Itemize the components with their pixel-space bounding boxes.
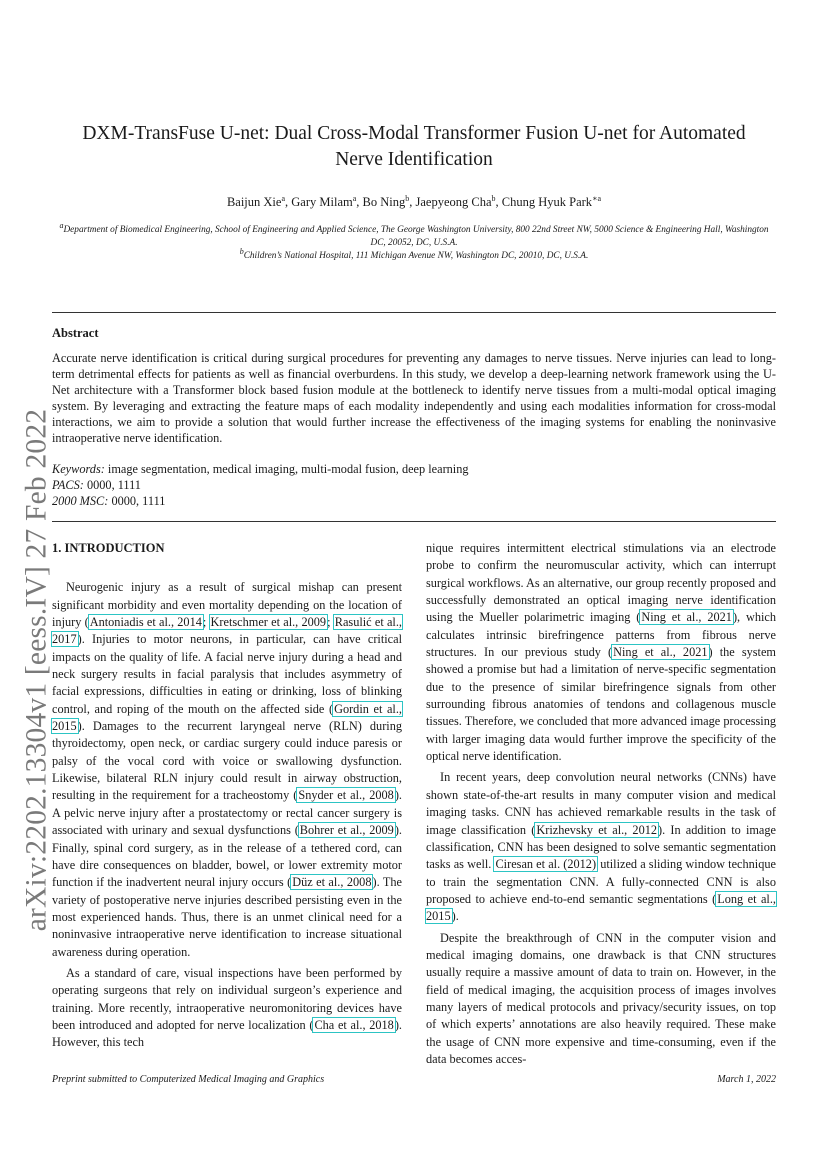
affiliation-line (58, 220, 770, 250)
author-name: Jaepyeong Cha (415, 195, 492, 209)
body-paragraph (52, 965, 402, 1052)
right-paragraphs (426, 540, 776, 1068)
citation-link[interactable]: Bohrer et al., 2009 (299, 823, 394, 838)
citation-link[interactable]: Ciresan et al. (2012) (495, 857, 597, 872)
author-affiliation-mark: b (405, 193, 410, 203)
keywords-line (52, 461, 776, 477)
author-affiliation-mark: a (352, 193, 357, 203)
body-text: ). Injuries to motor neurons, in particular, can have critical impacts on the quality of life. A facial nerve injury during a head and neck surgery results in facial paralysis that includes asymmetry of facial expressions, difficulties in eating or drinking, loss of blinking control, and roping of the mouth on the affected side ( (52, 632, 402, 716)
citation-link[interactable]: Kretschmer et al., 2009 (210, 615, 327, 630)
left-column (52, 540, 402, 1056)
body-text: ) the system showed a promise but had a limitation of nerve-specific segmentation due to the presence of similar birefringence signals from other surrounding fibrous anatomies of tendons and collagenous muscle tissues. Therefore, we concluded that more advanced image processing with larger imaging data would further improve the specificity of the optical nerve identification. (426, 645, 776, 764)
body-text: ). (451, 909, 459, 924)
divider-top (52, 312, 776, 313)
citation-link[interactable]: Ning et al., 2021 (613, 645, 708, 660)
affiliations (58, 220, 770, 263)
keywords-label: Keywords: (52, 462, 105, 476)
author-affiliation-mark: ∗a (592, 193, 602, 203)
body-text: ). Damages to the recurrent laryngeal nerve (RLN) during thyroidectomy, open neck, or cardiac surgery could induce paresis or palsy of the vocal cord with voice or swallowing dysfunction. Likewise, bilateral RLN injury could result in airway obstruction, resulting in the requirement for a tracheostomy ( (52, 719, 402, 803)
pacs-value: 0000, 1111 (86, 478, 141, 492)
pacs-label: PACS: (52, 478, 84, 492)
body-text: ), which calculates intrinsic birefringence patterns from fibrous nerve structures. In our previous study ( (426, 610, 777, 660)
body-text: ). A pelvic nerve injury after a prostatectomy or rectal cancer surgery is associated with urinary and sexual dysfunctions ( (52, 788, 402, 838)
body-text: Despite the breakthrough of CNN in the computer vision and medical imaging domains, one drawback is that CNN structures usually require a massive amount of data to train on. However, in the field of medical imaging, the acquisition process of images involves many layers of medical protocols and privacy/security issues, on top of which experts’ annotations are also heavily required. These make the usage of CNN more expensive and time-consuming, even if the data becomes acces- (426, 930, 776, 1066)
citation-link[interactable]: Rasulić et al., 2017 (52, 615, 402, 647)
pacs-line (52, 477, 776, 493)
affiliation-mark: a (59, 220, 64, 230)
citation-link[interactable]: Snyder et al., 2008 (298, 788, 394, 803)
body-text: In recent years, deep convolution neural networks (CNNs) have shown state-of-the-art results in many computer vision and medical imaging tasks. CNN has achieved remarkable results in the task of image classification ( (426, 770, 776, 837)
author-affiliation-mark: b (491, 193, 496, 203)
body-text: As a standard of care, visual inspections have been performed by operating surgeons that rely on individual surgeon’s experience and training. More recently, intraoperative neuromonitoring devices have been introduced and adopted for nerve localization ( (52, 965, 402, 1032)
body-text: utilized a sliding window technique to train the segmentation CNN. A fully-connected CNN is also proposed to achieve end-to-end semantic segmentations ( (426, 857, 776, 906)
body-text: ; (327, 615, 334, 630)
body-text: ). In addition to image classification, CNN has been designed to solve semantic segmentation tasks as well. (426, 822, 776, 872)
citation-link[interactable]: Long et al., 2015 (426, 891, 776, 924)
citation-link[interactable]: Düz et al., 2008 (292, 875, 372, 890)
affiliation-text: Department of Biomedical Engineering, School of Engineering and Applied Science, The George Washington University, 800 22nd Street NW, 5000 Science & Engineering Hall, Washington DC, 20052, DC, U.S.A. (63, 225, 769, 248)
body-text: ; (202, 615, 210, 630)
body-text: ). Finally, spinal cord surgery, as in the release of a tethered cord, can have dire consequences on bladder, bowel, or lower extremity motor function if the inadvertent neural injury occurs ( (52, 823, 402, 890)
arxiv-identifier: arXiv:2202.13304v1 [eess.IV] 27 Feb 2022 (20, 408, 53, 932)
body-paragraph (426, 540, 776, 765)
msc-value: 0000, 1111 (111, 494, 166, 508)
body-paragraph (426, 930, 776, 1069)
body-paragraph (426, 769, 776, 925)
body-text: nique requires intermittent electrical stimulations via an electrode probe to confirm the neuromuscular activity, which can interrupt surgical workflows. As an alternative, our group recently proposed and successfully demonstrated an optical imaging nerve identification using the Mueller polarimetric imaging ( (426, 541, 776, 625)
citation-link[interactable]: Cha et al., 2018 (314, 1017, 394, 1032)
affiliation-text: Children’s National Hospital, 111 Michigan Avenue NW, Washington DC, 20010, DC, U.S.A. (243, 251, 589, 261)
citation-link[interactable]: Ning et al., 2021 (641, 610, 732, 625)
right-column (426, 540, 776, 1072)
footer-date: March 1, 2022 (717, 1074, 776, 1085)
keywords-block (52, 461, 776, 509)
abstract-text: Accurate nerve identification is critical during surgical procedures for preventing any damages to nerve tissues. Nerve injuries can lead to long-term detrimental effects for patients as well as financial overburdens. In this study, we develop a deep-learning network framework using the U-Net architecture with a Transformer block based fusion module at the bottleneck to identify nerve tissues from a multi-modal optical imaging system. By leveraging and extracting the feature maps of each modality independently and using each modalities information for cross-modal interactions, we aim to provide a solution that would further increase the effectiveness of the imaging systems for enabling the noninvasive intraoperative nerve identification. (52, 351, 776, 445)
author-affiliation-mark: a (281, 193, 286, 203)
author-name: Bo Ning (362, 195, 406, 209)
body-text: ). The variety of postoperative nerve injuries described persisting even in the most experienced hands. Thus, there is an unmet clinical need for a noninvasive intraoperative nerve identification to increase situational awareness during operation. (52, 875, 402, 959)
paper-title: DXM-TransFuse U-net: Dual Cross-Modal Transformer Fusion U-net for Automated Nerve Identification (82, 123, 746, 170)
citation-link[interactable]: Krizhevsky et al., 2012 (536, 822, 658, 837)
author-name: Chung Hyuk Park (501, 195, 593, 209)
author-list: Baijun Xie$^a$, Gary Milam$^a$, Bo Ning$^b$, Jaepyeong Cha$^b$, Chung Hyuk Park$^{∗a}$ (226, 193, 602, 209)
msc-line (52, 493, 776, 509)
citation-link[interactable]: Antoniadis et al., 2014 (89, 615, 202, 630)
author-name: Gary Milam (291, 195, 353, 209)
author-name: Baijun Xie (226, 195, 282, 209)
footer-journal: Preprint submitted to Computerized Medical Imaging and Graphics (52, 1074, 325, 1085)
body-text: Neurogenic injury as a result of surgical mishap can present significant morbidity and even mortality depending on the location of injury ( (52, 580, 402, 630)
abstract-heading: Abstract (52, 326, 99, 340)
section-heading: 1. INTRODUCTION (52, 541, 165, 555)
left-paragraphs (52, 579, 402, 1051)
citation-link[interactable]: Gordin et al., 2015 (52, 701, 402, 734)
affiliation-line (58, 246, 770, 263)
body-text: ). However, this tech (52, 1017, 402, 1050)
keywords-value: image segmentation, medical imaging, multi-modal fusion, deep learning (107, 462, 469, 476)
msc-label: 2000 MSC: (52, 494, 109, 508)
divider-bottom (52, 521, 776, 522)
affiliation-mark: b (239, 246, 244, 256)
body-paragraph (52, 579, 402, 961)
